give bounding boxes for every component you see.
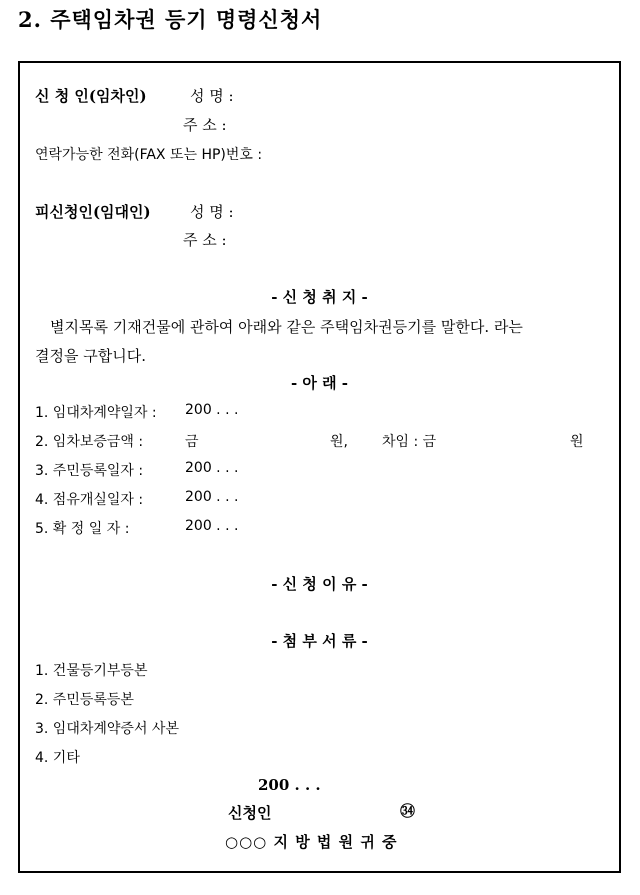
attachment-item: 1. 건물등기부등본 — [35, 663, 148, 679]
court-addressee: ○○○ 지 방 법 원 귀 중 — [225, 833, 398, 851]
document-title: 2. 주택임차권 등기 명령신청서 — [18, 7, 323, 32]
attachment-item: 3. 임대차계약증서 사본 — [35, 721, 179, 737]
item-rent-label: 차임 : 금 — [382, 434, 437, 450]
applicant-phone-label: 연락가능한 전화(FAX 또는 HP)번호 : — [35, 147, 263, 163]
footer-date: 200 . . . — [258, 776, 321, 794]
item-deposit-value: 금 — [185, 434, 199, 450]
signer-label: 신청인 — [228, 804, 272, 822]
item-deposit-label: 2. 임차보증금액 : — [35, 434, 144, 450]
respondent-address-label: 주 소 : — [183, 231, 227, 249]
item-deposit-unit: 원, — [330, 434, 348, 450]
item-fixed-date-value: 200 . . . — [185, 518, 239, 534]
purpose-heading: - 신 청 취 지 - — [271, 288, 368, 306]
item-residence-date-value: 200 . . . — [185, 460, 239, 476]
form-frame — [18, 61, 621, 873]
attachment-item: 2. 주민등록등본 — [35, 692, 134, 708]
item-residence-date-label: 3. 주민등록일자 : — [35, 463, 144, 479]
seal-mark: ㉞ — [400, 802, 416, 820]
attachment-item: 4. 기타 — [35, 750, 80, 766]
respondent-name-label: 성 명 : — [190, 203, 234, 221]
applicant-address-label: 주 소 : — [183, 116, 227, 134]
item-occupancy-date-label: 4. 점유개실일자 : — [35, 492, 144, 508]
item-contract-date-value: 200 . . . — [185, 402, 239, 418]
purpose-text-line2: 결정을 구합니다. — [35, 347, 146, 365]
respondent-label: 피신청인(임대인) — [35, 203, 151, 221]
below-heading: - 아 래 - — [290, 374, 349, 392]
item-fixed-date-label: 5. 확 정 일 자 : — [35, 521, 130, 537]
item-occupancy-date-value: 200 . . . — [185, 489, 239, 505]
item-contract-date-label: 1. 임대차계약일자 : — [35, 405, 157, 421]
item-rent-unit: 원 — [570, 434, 584, 450]
applicant-label: 신 청 인(임차인) — [35, 87, 147, 105]
applicant-name-label: 성 명 : — [190, 87, 234, 105]
reason-heading: - 신 청 이 유 - — [271, 575, 368, 593]
purpose-text-line1: 별지목록 기재건물에 관하여 아래와 같은 주택임차권등기를 말한다. 라는 — [50, 318, 523, 336]
attachments-heading: - 첨 부 서 류 - — [271, 632, 368, 650]
